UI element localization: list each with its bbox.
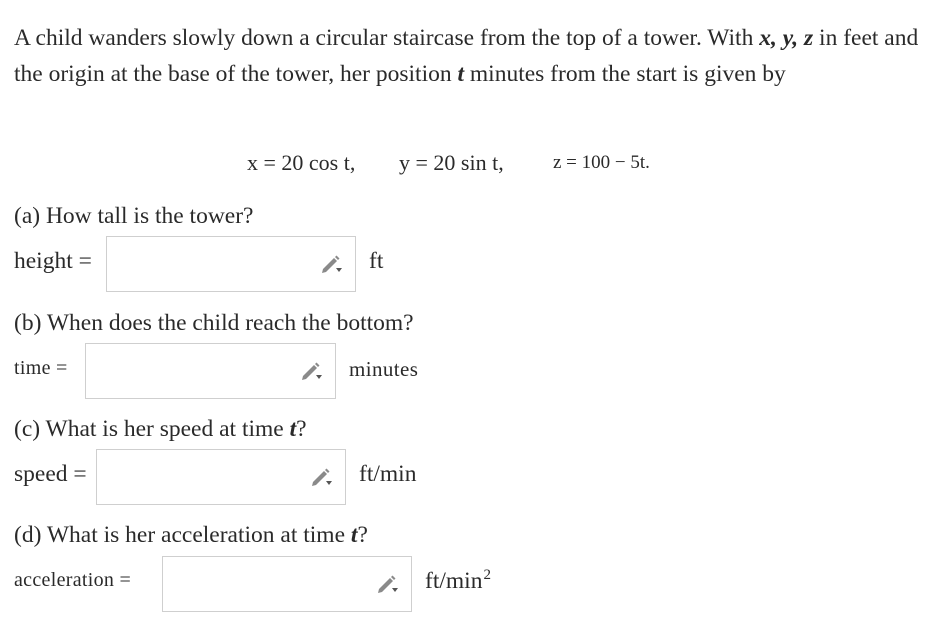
- time-unit-text: minutes: [349, 357, 419, 381]
- pencil-icon[interactable]: [375, 574, 399, 594]
- height-input[interactable]: [106, 236, 356, 292]
- parametric-equations: [0, 150, 951, 180]
- height-label: height =: [14, 248, 92, 274]
- question-b: (b) When does the child reach the bottom?: [14, 310, 414, 336]
- pencil-icon[interactable]: [319, 254, 343, 274]
- speed-unit-text: ft/min: [359, 461, 417, 487]
- problem-intro-vars: x, y, z: [759, 25, 814, 51]
- pencil-icon[interactable]: [299, 361, 323, 381]
- question-d-prefix: (d) What is her acceleration at time: [14, 522, 351, 548]
- speed-label: speed =: [14, 461, 87, 487]
- acceleration-unit: [425, 567, 491, 595]
- question-c-prefix: (c) What is her speed at time: [14, 416, 290, 442]
- acceleration-unit-exponent: 2: [483, 567, 491, 583]
- problem-statement: [14, 20, 934, 92]
- problem-intro-3: minutes from the start is given by: [464, 61, 786, 87]
- acceleration-input[interactable]: [162, 556, 412, 612]
- question-c: [14, 416, 307, 443]
- problem-intro-t: t: [457, 61, 465, 87]
- problem-intro-1: A child wanders slowly down a circular staircase from the top of a tower. With: [14, 25, 760, 51]
- height-unit-text: ft: [369, 248, 384, 274]
- acceleration-label: acceleration =: [14, 569, 132, 591]
- speed-unit: [359, 461, 416, 488]
- question-c-var: t: [289, 416, 297, 442]
- time-unit: [349, 357, 418, 382]
- acceleration-unit-text: ft/min: [425, 568, 483, 594]
- equation-y: y = 20 sin t,: [399, 150, 504, 175]
- speed-input[interactable]: [96, 449, 346, 505]
- time-input[interactable]: [85, 343, 336, 399]
- question-a: (a) How tall is the tower?: [14, 203, 254, 229]
- problem-intro-2: in feet and the origin at the base of the tower, her position: [14, 25, 919, 87]
- question-d: [14, 522, 368, 549]
- question-c-suffix: ?: [296, 416, 307, 442]
- equation-z: z = 100 − 5t.: [553, 152, 650, 173]
- time-label: time =: [14, 357, 68, 379]
- question-d-suffix: ?: [357, 522, 368, 548]
- height-unit: [369, 248, 383, 275]
- question-d-var: t: [350, 522, 358, 548]
- equation-x: x = 20 cos t,: [247, 150, 356, 175]
- pencil-icon[interactable]: [309, 467, 333, 487]
